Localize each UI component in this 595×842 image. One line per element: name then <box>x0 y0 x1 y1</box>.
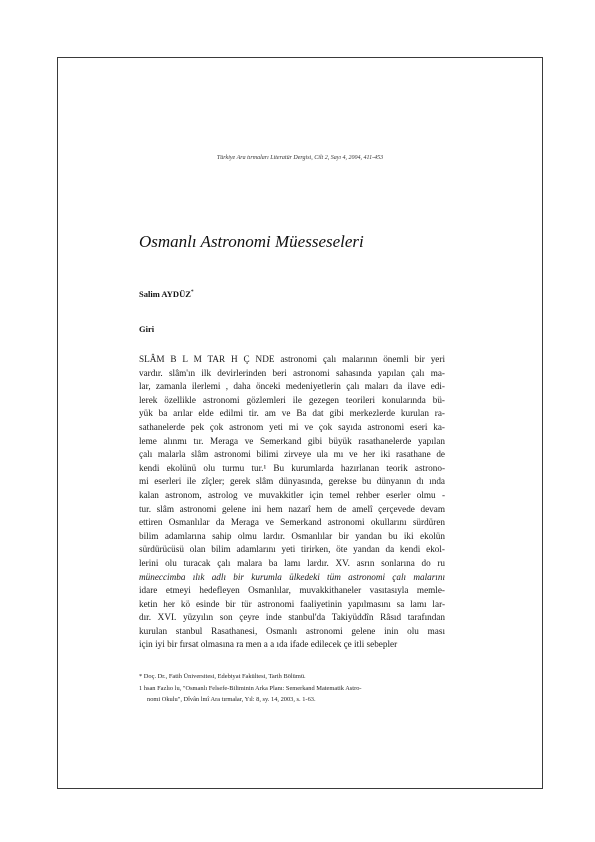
body-line: mi eserleri ile zîçler; gerek slâm dünyasında, gerekse bu dünyanın dı ında <box>139 476 445 487</box>
body-line: dır. XVI. yüzyılın son çeyre inde stanbul'da Takiyüddîn Râsıd tarafından <box>139 612 445 623</box>
body-line: ettiren Osmanlılar da Meraga ve Semerkand astronomi okullarını sürdüren <box>139 517 445 528</box>
body-line: lerek özellikle astronomi gözlemleri ile gezegen teorileri konularında bü- <box>139 394 445 405</box>
body-line: leme alınmı tır. Meraga ve Semerkand gibi büyük rasathanelerde yapılan <box>139 435 445 446</box>
author-line <box>139 289 194 299</box>
body-line: bilim adamlarına sahip olmu lardır. Osmanlılar bir yandan bu iki ekolün <box>139 530 445 541</box>
body-line: müneccimba ılık adlı bir kurumla ülkedeki tüm astronomi çalı malarını <box>139 571 445 582</box>
footnotes <box>139 671 445 706</box>
body-line: sürdürücüsü olan bilim adamlarını yeti tirirken, öte yandan da kendi ekol- <box>139 544 445 555</box>
section-heading: Giri <box>139 324 155 334</box>
article-title: Osmanlı Astronomi Müesseseleri <box>139 232 364 251</box>
body-line: idare etmeyi hedefleyen Osmanlılar, muvakkithaneler vasıtasıyla memle- <box>139 585 445 596</box>
body-line: için iyi bir fırsat olmasına ra men a a ıda ifade edilecek çe itli sebepler <box>139 639 398 650</box>
body-line: tur. slâm astronomi gelene ini hem nazarî hem de amelî çerçevede devam <box>139 503 445 514</box>
body-line: kurulan stanbul Rasathanesi, Osmanlı astronomi gelene inin olu ması <box>139 625 445 636</box>
body-line: vardır. slâm'ın ilk devirlerinden beri astronomi sahasında yapılan çalı ma- <box>139 367 445 378</box>
footnote-1-continued: nomi Okulu", Dîvân lmî Ara tırmalar, Yıl: 8, sy. 14, 2003, s. 1-63. <box>147 696 316 703</box>
author-name: Salim AYDÜZ <box>139 289 191 299</box>
body-paragraph <box>139 353 445 652</box>
body-line: çalı malarla slâm astronomi bilimi zirveye ula mı ve her iki rasathane de <box>139 449 445 460</box>
body-line: lerini olu turacak çalı malara ba lamı lardır. XV. asrın sonlarına do ru <box>139 557 445 568</box>
footnote-author-affiliation: * Doç. Dr., Fatih Üniversitesi, Edebiyat Fakültesi, Tarih Bölümü. <box>139 673 306 680</box>
body-line: yük ba arılar elde edilmi tir. am ve Ba dat gibi merkezlerde kurulan ra- <box>139 408 445 419</box>
body-line: sathanelerde pek çok astronom yeti mi ve çok sayıda astronomi eseri ka- <box>139 421 445 432</box>
author-footnote-mark: * <box>190 289 194 296</box>
footnote-1: 1 hsan Fazlıo lu, "Osmanlı Felsefe-Biliminin Arka Planı: Semerkand Matematik Astro- <box>139 684 362 692</box>
body-line: kalan astronom, astrolog ve muvakkitler için temel rehber eserler olmu - <box>139 489 445 500</box>
journal-reference: Türkiye Ara tırmaları Literatür Dergisi, Cilt 2, Sayı 4, 2004, 411-453 <box>216 155 384 161</box>
body-line: SLÂM B L M TAR H Ç NDE astronomi çalı malarının önemli bir yeri <box>139 354 445 364</box>
body-line: kendi ekolünü olu turmu tur.¹ Bu kurumlarda hazırlanan teorik astrono- <box>139 462 445 473</box>
body-line: ketin her kö esinde bir tür astronomi faaliyetinin yapılmasını sa lamı lar- <box>139 598 445 609</box>
body-line: lar, zamanla ilerlemi , daha önceki medeniyetlerin çalı maları da ilave edi- <box>139 381 445 392</box>
